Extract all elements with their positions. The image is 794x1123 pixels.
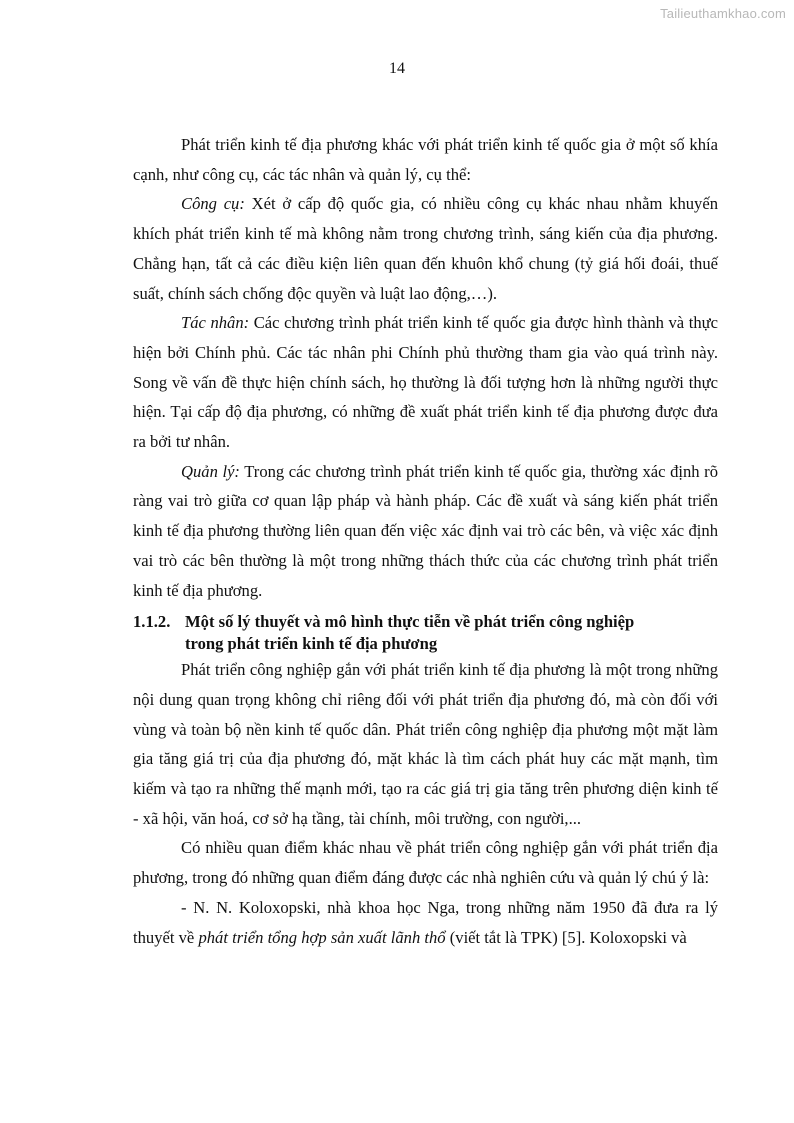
text-koloxopski-b: (viết tắt là TPK) [5]. Koloxopski và [445, 927, 687, 947]
paragraph-intro: Phát triển kinh tế địa phương khác với phát triển kinh tế quốc gia ở một số khía cạnh, như công cụ, các tác nhân và quản lý, cụ thể: [133, 135, 718, 184]
paragraph-industry: Phát triển công nghiệp gắn với phát triển kinh tế địa phương là một trong những nội dung quan trọng không chỉ riêng đối với phát triển địa phương đó, mà còn đối với vùng và toàn bộ nền kinh tế quốc dân. Phát triển công nghiệp địa phương một mặt làm gia tăng giá trị của địa phương đó, mặt khác là tìm cách phát huy các mặt mạnh, tìm kiếm và tạo ra những thế mạnh mới, tạo ra các giá trị gia tăng trên phương diện kinh tế - xã hội, văn hoá, cơ sở hạ tầng, tài chính, môi trường, con người,... [133, 660, 718, 828]
text-actors: Các chương trình phát triển kinh tế quốc gia được hình thành và thực hiện bởi Chính phủ. Các tác nhân phi Chính phủ thường tham gia vào quá trình này. Song về vấn đề thực hiện chính sách, họ thường là đối tượng hơn là những người thực hiện. Tại cấp độ địa phương, có những đề xuất phát triển kinh tế địa phương được đưa ra bởi tư nhân. [133, 313, 718, 452]
section-title-line1: Một số lý thuyết và mô hình thực tiễn về phát triển công nghiệp [185, 612, 635, 632]
paragraph-management [133, 457, 718, 606]
page-number: 14 [389, 60, 405, 77]
paragraph-actors [133, 308, 718, 457]
text-koloxopski-a: - N. N. Koloxopski, nhà khoa học Nga, trong những năm 1950 đã đưa ra lý thuyết về [133, 897, 718, 947]
text-koloxopski-italic: phát triển tổng hợp sản xuất lãnh thổ [198, 927, 446, 947]
section-title-line2: trong phát triển kinh tế địa phương [185, 634, 438, 654]
paragraph-koloxopski [133, 893, 718, 952]
section-number: 1.1.2. [133, 612, 171, 632]
watermark: Tailieuthamkhao.com [660, 6, 786, 21]
paragraph-viewpoints: Có nhiều quan điểm khác nhau về phát triển công nghiệp gắn với phát triển địa phương, trong đó những quan điểm đáng được các nhà nghiên cứu và quản lý chú ý là: [133, 838, 718, 888]
paragraph-tools [133, 189, 718, 308]
label-tools: Công cụ: [181, 194, 245, 214]
text-management: Trong các chương trình phát triển kinh tế quốc gia, thường xác định rõ ràng vai trò giữa cơ quan lập pháp và hành pháp. Các đề xuất và sáng kiến phát triển kinh tế địa phương thường liên quan đến việc xác định vai trò các bên, và việc xác định vai trò các bên thường là một trong những thách thức của các chương trình phát triển kinh tế địa phương. [133, 461, 718, 600]
text-tools: Xét ở cấp độ quốc gia, có nhiều công cụ khác nhau nhằm khuyến khích phát triển kinh tế mà không nằm trong chương trình, sáng kiến của địa phương. Chẳng hạn, tất cả các điều kiện liên quan đến khuôn khổ chung (tỷ giá hối đoái, thuế suất, chính sách chống độc quyền và luật lao động,…). [133, 194, 718, 303]
label-management: Quản lý: [181, 461, 240, 481]
section-heading [133, 611, 718, 655]
section-title [185, 611, 718, 655]
document-body [133, 130, 718, 952]
label-actors: Tác nhân: [181, 313, 250, 333]
